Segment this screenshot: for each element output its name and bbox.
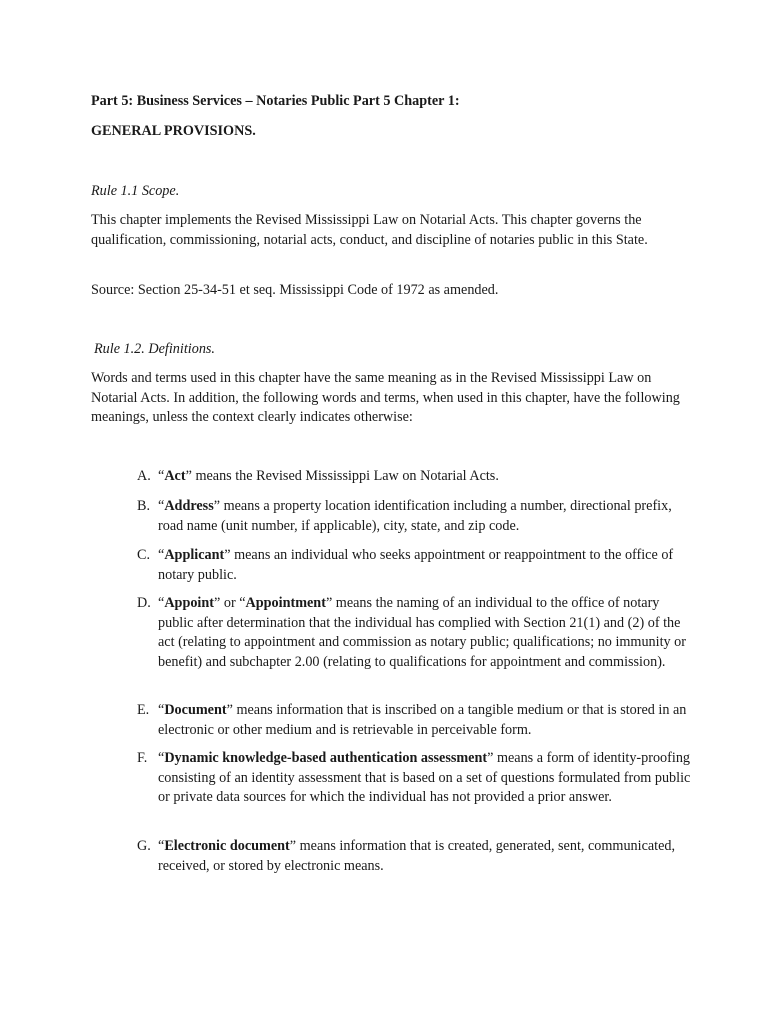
definition-text: means a form of identity-proofing consisting of an identity assessment that is based on a set of questions formulated from public or private data sources for which the individual has not provided a prior answer. bbox=[158, 750, 691, 805]
definition-item-c bbox=[137, 546, 692, 585]
definition-term: Appoint bbox=[164, 595, 214, 611]
definition-text: means information that is inscribed on a tangible medium or that is stored in an electronic or other medium and is retrievable in perceivable form. bbox=[158, 702, 687, 738]
definition-item-d bbox=[137, 594, 692, 672]
definition-body: “Document” means information that is inscribed on a tangible medium or that is stored in an electronic or other medium and is retrievable in perceivable form. bbox=[158, 702, 687, 738]
definition-body: “Address” means a property location identification including a number, directional prefix, road name (unit number, if applicable), city, state, and zip code. bbox=[158, 498, 672, 534]
definition-term: Act bbox=[164, 468, 186, 484]
definition-term-alt: Appointment bbox=[245, 595, 326, 611]
definition-text: means the naming of an individual to the office of notary public after determination that the individual has complied with Section 21(1) and (2) of the act (relating to appointment and commission as notary public; qualifications; no immunity or benefit) and subchapter 2.00 (relating to qualifications for appointment and commission). bbox=[158, 595, 686, 670]
definition-item-f bbox=[137, 749, 692, 808]
definition-item-e bbox=[137, 701, 692, 740]
definition-body: “Act” means the Revised Mississippi Law on Notarial Acts. bbox=[158, 468, 499, 484]
rule-1-2-title: Rule 1.2. Definitions. bbox=[94, 341, 215, 357]
definition-letter: F. bbox=[137, 750, 148, 766]
definition-term: Applicant bbox=[164, 547, 225, 563]
definition-body: “Applicant” means an individual who seeks appointment or reappointment to the office of notary public. bbox=[158, 547, 674, 583]
definition-text: means an individual who seeks appointment or reappointment to the office of notary public. bbox=[158, 547, 674, 583]
definition-letter: E. bbox=[137, 702, 150, 718]
definition-body: “Appoint” or “Appointment” means the naming of an individual to the office of notary public after determination that the individual has complied with Section 21(1) and (2) of the act (relating to appointment and commission as notary public; qualifications; no immunity or benefit) and subchapter 2.00 (relating to qualifications for appointment and commission). bbox=[158, 595, 686, 670]
rule-1-1-title: Rule 1.1 Scope. bbox=[91, 183, 180, 199]
rule-1-2-intro: Words and terms used in this chapter have the same meaning as in the Revised Mississippi Law on Notarial Acts. In addition, the following words and terms, when used in this chapter, have the following meanings, unless the context clearly indicates otherwise: bbox=[91, 370, 680, 425]
definition-item-a bbox=[137, 467, 692, 487]
rule-1-1-body: This chapter implements the Revised Mississippi Law on Notarial Acts. This chapter governs the qualification, commissioning, notarial acts, conduct, and discipline of notaries public in this State. bbox=[91, 212, 648, 248]
definition-text: means the Revised Mississippi Law on Notarial Acts. bbox=[191, 468, 499, 484]
definition-text: means a property location identification including a number, directional prefix, road name (unit number, if applicable), city, state, and zip code. bbox=[158, 498, 672, 534]
heading-part-title: Part 5: Business Services – Notaries Public Part 5 Chapter 1: bbox=[91, 93, 460, 109]
definition-body: “Dynamic knowledge-based authentication assessment” means a form of identity-proofing consisting of an identity assessment that is based on a set of questions formulated from public or private data sources for which the individual has not provided a prior answer. bbox=[158, 750, 691, 805]
definition-term: Document bbox=[164, 702, 227, 718]
definition-body: “Electronic document” means information that is created, generated, sent, communicated, received, or stored by electronic means. bbox=[158, 838, 676, 874]
definition-item-b bbox=[137, 497, 692, 536]
definition-letter: B. bbox=[137, 498, 151, 514]
definition-letter: D. bbox=[137, 595, 151, 611]
definition-text: means information that is created, generated, sent, communicated, received, or stored by electronic means. bbox=[158, 838, 676, 874]
rule-1-1-source: Source: Section 25-34-51 et seq. Mississippi Code of 1972 as amended. bbox=[91, 282, 499, 298]
definition-letter: C. bbox=[137, 547, 151, 563]
definition-term: Address bbox=[164, 498, 214, 514]
definition-term: Electronic document bbox=[164, 838, 290, 854]
definition-term: Dynamic knowledge-based authentication assessment bbox=[164, 750, 488, 766]
definition-item-g bbox=[137, 837, 692, 876]
definition-letter: G. bbox=[137, 838, 151, 854]
heading-general-provisions: GENERAL PROVISIONS. bbox=[91, 123, 256, 139]
definition-letter: A. bbox=[137, 468, 151, 484]
